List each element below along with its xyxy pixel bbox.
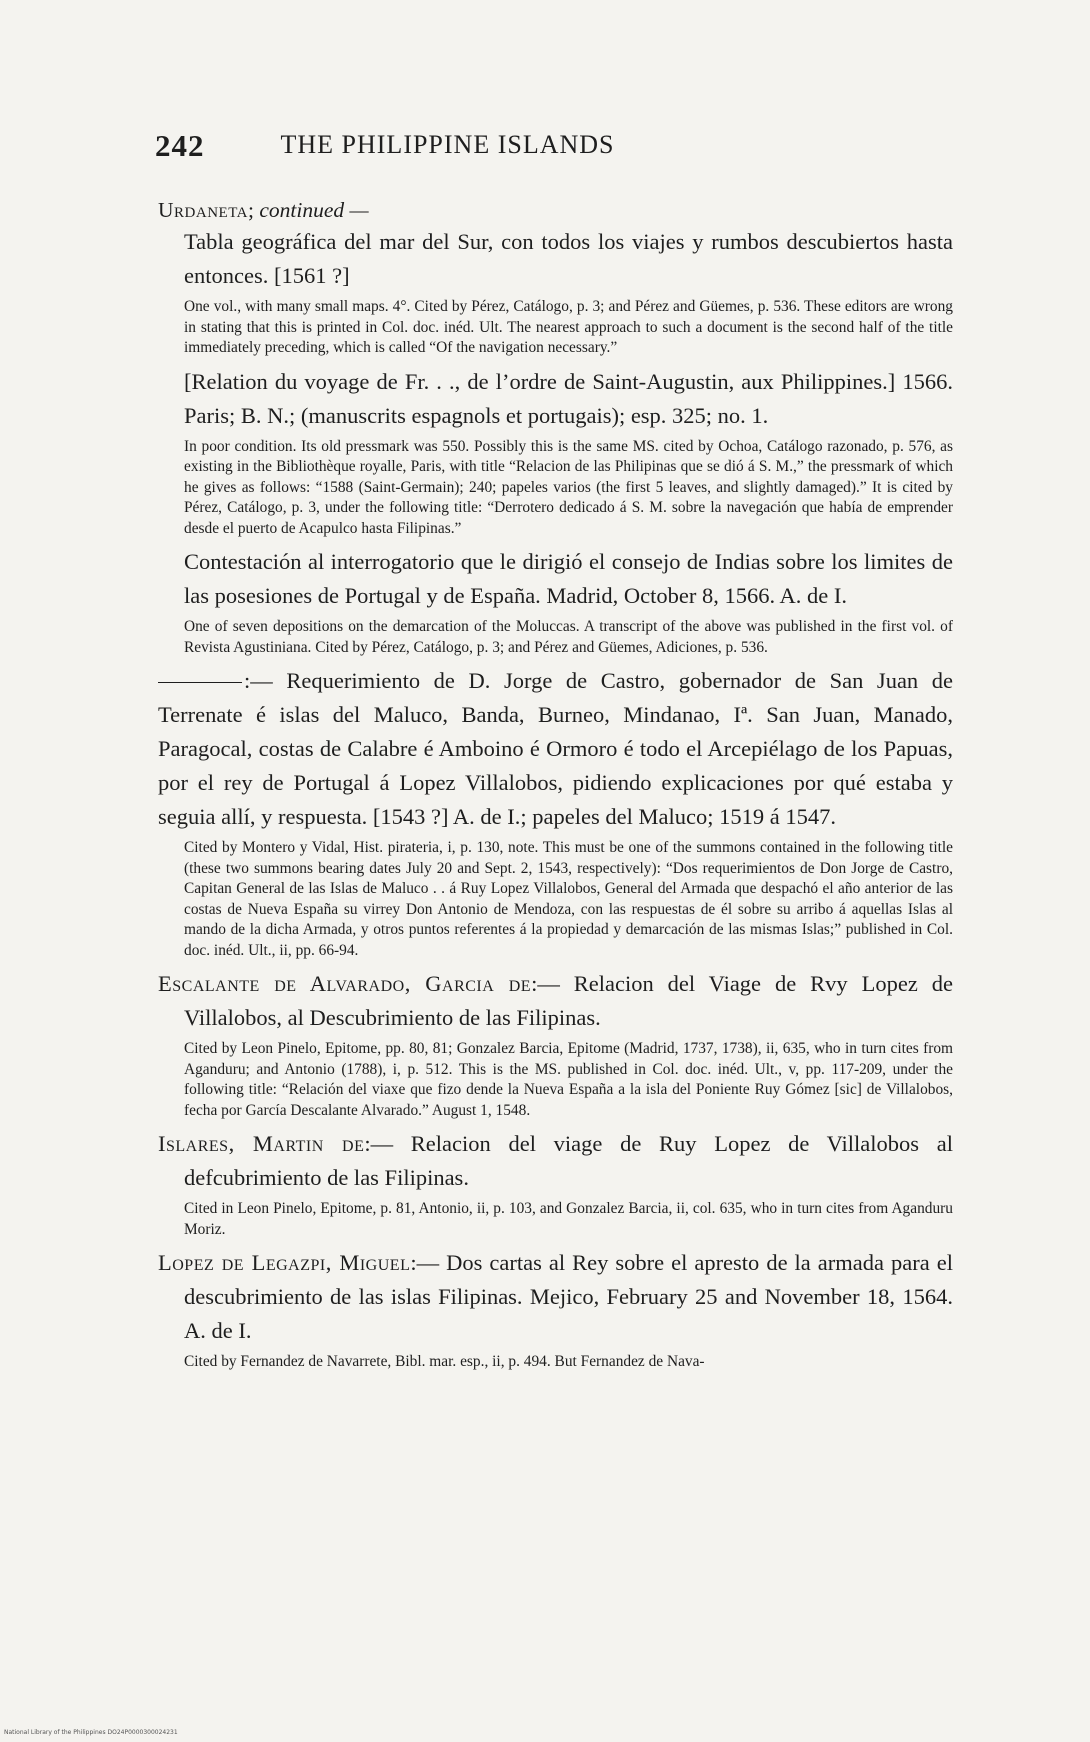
author-name: Islares, Martin de — [158, 1131, 365, 1156]
page-number: 242 — [155, 128, 205, 163]
entry-note-escalante: Cited by Leon Pinelo, Epitome, pp. 80, 81; Gonzalez Barcia, Epitome (Madrid, 1737, 1738), ii, 635, who in turn cites from Aganduru; and Antonio (1788), i, p. 512. This is the MS. published in Col. doc. inéd. Ult., v, pp. 117-209, under the following title: “Relación del viaxe que fizo dende la Nueva España a la isla del Poniente Ruy Gómez [sic] de Villalobos, fecha por García Descalante Alvarado.” August 1, 1548. — [184, 1040, 953, 1119]
requerimiento-text: Requerimiento de D. Jorge de Castro, gobernador de San Juan de Terrenate é islas del Maluco, Banda, Burneo, Mindanao, Iª. San Juan, Manado, Paragocal, costas de Calabre é Amboino é Ormoro é todo el Arcepiélago de los Papuas, por el rey de Portugal á Lopez Villalobos, pidiendo explicaciones por qué estaba y seguia allí, y respuesta. [1543 ?] A. de I.; papeles del Maluco; 1519 á 1547. — [158, 668, 954, 829]
entry-note-relation: In poor condition. Its old pressmark was 550. Possibly this is the same MS. cited by Ochoa, Catálogo razonado, p. 576, as existing in the Bibliothèque royalle, Paris, with title “Relacion de las Philipinas que se dió á S. M.,” the pressmark of which he gives as follows: “1588 (Saint-Germain); 240; papeles varios (the first 5 leaves, and slightly damaged).” It is cited by Pérez, Catálogo, p. 3, under the following title: “Derrotero dedicado á S. M. sobre la navegación que había de emprender desde el puerto de Acapulco hasta Filipinas.” — [184, 437, 953, 537]
entry-note-islares: Cited in Leon Pinelo, Epitome, p. 81, Antonio, ii, p. 103, and Gonzalez Barcia, ii, col. 635, who in turn cites from Aganduru Moriz. — [184, 1200, 953, 1238]
text-block — [158, 196, 953, 1379]
author-name: Lopez de Legazpi, Miguel — [158, 1250, 411, 1275]
entry-title-relation: [Relation du voyage de Fr. . ., de l’ordre de Saint-Augustin, aux Philippines.] 1566. Paris; B. N.; (manuscrits espagnols et portugais); esp. 325; no. 1. — [184, 368, 953, 428]
author-heading-urdaneta: Urdaneta; continued — — [158, 198, 369, 222]
entry-note-legazpi: Cited by Fernandez de Navarrete, Bibl. mar. esp., ii, p. 494. But Fernandez de Nava- — [184, 1353, 705, 1370]
continued-label: continued — — [259, 198, 369, 222]
scan-credit: National Library of the Philippines DO24P0000300024231 — [4, 1729, 178, 1736]
entry-head-islares — [158, 1127, 953, 1195]
entry-note-tabla: One vol., with many small maps. 4°. Cited by Pérez, Catálogo, p. 3; and Pérez and Güemes, p. 536. These editors are wrong in stating that this is printed in Col. doc. inéd. Ult. The nearest approach to such a document is the second half of the title immediately preceding, which is called “Of the navigation necessary.” — [184, 298, 953, 356]
running-title: THE PHILIPPINE ISLANDS — [280, 130, 615, 159]
entry-note-contestacion: One of seven depositions on the demarcation of the Moluccas. A transcript of the above was published in the first vol. of Revista Agustiniana. Cited by Pérez, Catálogo, p. 3; and Pérez and Güemes, Adiciones, p. 536. — [184, 618, 953, 656]
entry-title-escalante: :— Relacion del Viage de Rvy Lopez de Villalobos, al Descubrimiento de las Filipinas. — [184, 971, 953, 1030]
entry-title-requerimiento — [158, 664, 953, 834]
entry-head-legazpi — [158, 1246, 953, 1348]
entry-title-tabla: Tabla geográfica del mar del Sur, con todos los viajes y rumbos descubiertos hasta entonces. [1561 ?] — [184, 229, 953, 288]
entry-title-legazpi: :— Dos cartas al Rey sobre el apresto de la armada para el descubrimiento de las islas Filipinas. Mejico, February 25 and November 18, 1564. A. de I. — [184, 1250, 953, 1343]
ditto-colon: :— — [244, 668, 273, 693]
author-name: Urdaneta — [158, 198, 248, 222]
ditto-dash — [158, 682, 242, 683]
entry-title-contestacion: Contestación al interrogatorio que le dirigió el consejo de Indias sobre los limites de las posesiones de Portugal y de España. Madrid, October 8, 1566. A. de I. — [184, 549, 953, 608]
entry-note-requerimiento: Cited by Montero y Vidal, Hist. pirateria, i, p. 130, note. This must be one of the summons contained in the following title (these two summons bearing dates July 20 and Sept. 2, 1543, respectively): “Dos requerimientos de Don Jorge de Castro, Capitan General de las Islas de Maluco . . á Ruy Lopez Villalobos, General del Armada que despachó el año anterior de las costas de Nueva España su virrey Don Antonio de Mendoza, con las respuestas de él sobre su arribo á aquellas Islas al mando de la dicha Armada, y otros puntos referentes á la propiedad y demarcación de las mismas Islas;” published in Col. doc. inéd. Ult., ii, pp. 66-94. — [184, 839, 953, 959]
author-name: Escalante de Alvarado, Garcia de — [158, 971, 532, 996]
running-head — [155, 128, 740, 168]
entry-title-islares: :— Relacion del viage de Ruy Lopez de Villalobos al defcubrimiento de las Filipinas. — [184, 1131, 953, 1190]
entry-head-escalante — [158, 967, 953, 1035]
